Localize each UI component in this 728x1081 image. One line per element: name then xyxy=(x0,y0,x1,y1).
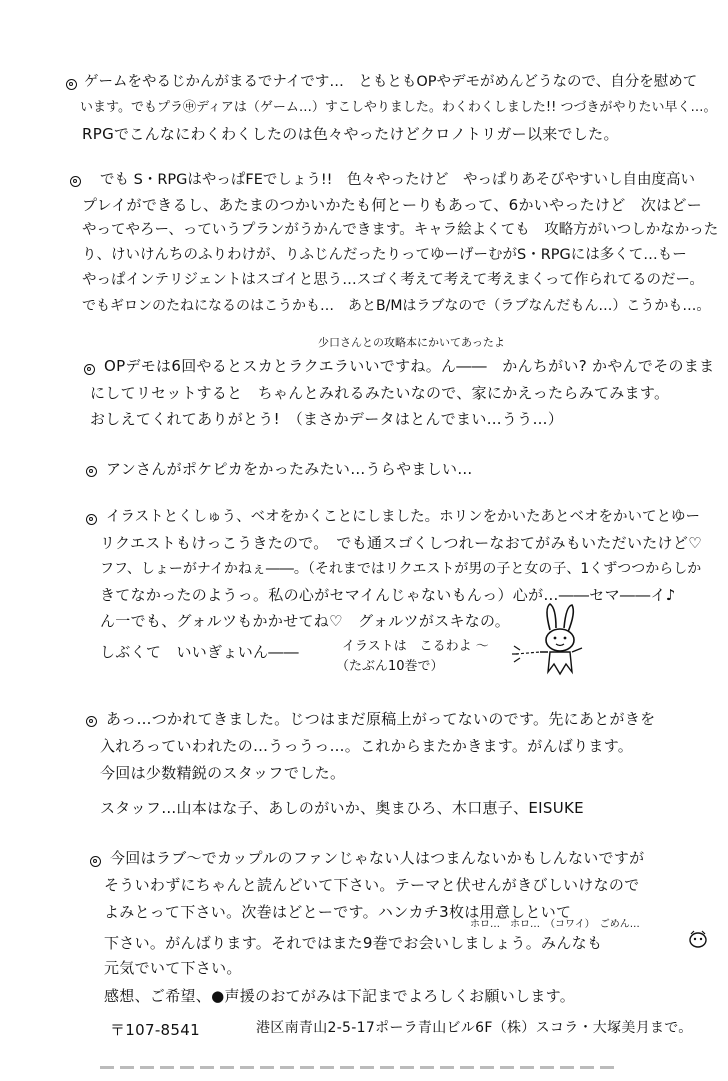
paragraph-bullet-icon xyxy=(86,514,97,525)
small-creature-doodle-icon xyxy=(686,928,710,950)
text-line: います。でもプラ㊥ディアは（ゲーム…）すこしやりました。わくわくしました!! つづきがやりたい早く…。 xyxy=(80,100,717,115)
text-line: イラストとくしゅう、ベオをかくことにしました。ホリンをかいたあとベオをかいてとゆー xyxy=(106,509,701,525)
postal-code: 〒107-8541 xyxy=(110,1021,200,1039)
paragraph-bullet-icon xyxy=(86,716,97,727)
text-line: RPGでこんなにわくわくしたのは色々やったけどクロノトリガー以来でした。 xyxy=(82,125,619,143)
text-line: ゲームをやるじかんがまるでナイです… ともともOPやデモがめんどうなので、自分を慰めて xyxy=(84,74,698,90)
paragraph-bullet-icon xyxy=(84,364,95,375)
text-line: きてなかったのようっ。私の心がセマイんじゃないもんっ）心が…――セマ――イ♪ xyxy=(100,586,676,604)
postal-address: 港区南青山2-5-17ポーラ青山ビル6F（株）スコラ・大塚美月まで。 xyxy=(256,1020,693,1036)
text-line: 感想、ご希望、●声援のおてがみは下記までよろしくお願いします。 xyxy=(104,987,576,1005)
text-line: 今回はラブ～でカップルのファンじゃない人はつまんないかもしんないですが xyxy=(110,849,645,867)
staff-credits: スタッフ…山本はな子、あしのがいか、奥まひろ、木口恵子、EISUKE xyxy=(100,799,584,817)
text-line: プレイができるし、あたまのつかいかたも何とーりもあって、6かいやったけど 次はどー xyxy=(82,196,703,214)
text-line: でも S・RPGはやっぱFEでしょう!! 色々やったけど やっぱりあそびやすいし自由度高い xyxy=(100,172,695,188)
aside-note: イラストは こるわよ ～ xyxy=(342,639,489,654)
text-line: よみとって下さい。次巻はどとーです。ハンカチ3枚は用意しといて xyxy=(104,903,572,921)
text-line: リクエストもけっこうきたので。 でも通スゴくしつれーなおてがみもいただいたけど♡ xyxy=(100,534,702,552)
text-line: 今回は少数精鋭のスタッフでした。 xyxy=(100,764,346,782)
text-line: アンさんがポケピカをかったみたい…うらやましい… xyxy=(106,460,473,478)
sfx-note: ホロ… ホロ… （コワイ） ごめん… xyxy=(470,919,640,930)
bunny-doodle-icon xyxy=(510,600,610,680)
text-line: でもギロンのたねになるのはこうかも… あとB/Mはラブなので（ラブなんだもん…）こうかも…。 xyxy=(82,298,711,314)
text-line: にしてリセットすると ちゃんとみれるみたいなので、家にかえったらみてみます。 xyxy=(90,384,670,402)
text-line: 下さい。がんばります。それではまた9巻でお会いしましょう。みんなも xyxy=(104,934,603,952)
text-line: 元気でいて下さい。 xyxy=(104,959,242,977)
text-line: おしえてくれてありがとう! （まさかデータはとんでまい…うう…） xyxy=(90,410,564,428)
text-line: OPデモは6回やるとスカとラクエラいいですね。ん―― かんちがい? かやんでそのまま xyxy=(104,357,715,375)
text-line: しぶくて いいぎょいん―― xyxy=(100,643,299,661)
margin-note: 少口さんとの攻略本にかいてあったよ xyxy=(318,336,505,349)
text-line: そういわずにちゃんと読んどいて下さい。テーマと伏せんがきびしいけなので xyxy=(104,876,640,894)
text-line: フフ、しょーがナイかねぇ――。（それまではリクエストが男の子と女の子、1くずつつからしか xyxy=(100,561,702,577)
text-line: 入れろっていわれたの…うっうっ…。これからまたかきます。がんばります。 xyxy=(100,737,634,755)
text-line: やっぱインテリジェントはスゴイと思う…スゴく考えて考えて考えまくって作られてるのだー。 xyxy=(82,272,704,288)
text-line: り、けいけんちのふりわけが、りふじんだったりってゆーげーむがS・RPGには多くて…もー xyxy=(82,247,687,263)
paragraph-bullet-icon xyxy=(86,466,97,477)
paragraph-bullet-icon xyxy=(70,176,81,187)
text-line: ん一でも、グォルツもかかせてね♡ グォルツがスキなの。 xyxy=(100,612,511,630)
bottom-faded-line xyxy=(100,1066,620,1069)
paragraph-bullet-icon xyxy=(66,79,77,90)
aside-note: （たぶん10巻で） xyxy=(336,659,444,674)
text-line: やってやろー、っていうプランがうかんできます。キャラ絵よくても 攻略方がいつしかなかった xyxy=(82,222,719,238)
paragraph-bullet-icon xyxy=(90,856,101,867)
text-line: あっ…つかれてきました。じつはまだ原稿上がってないのです。先にあとがきを xyxy=(106,710,656,728)
